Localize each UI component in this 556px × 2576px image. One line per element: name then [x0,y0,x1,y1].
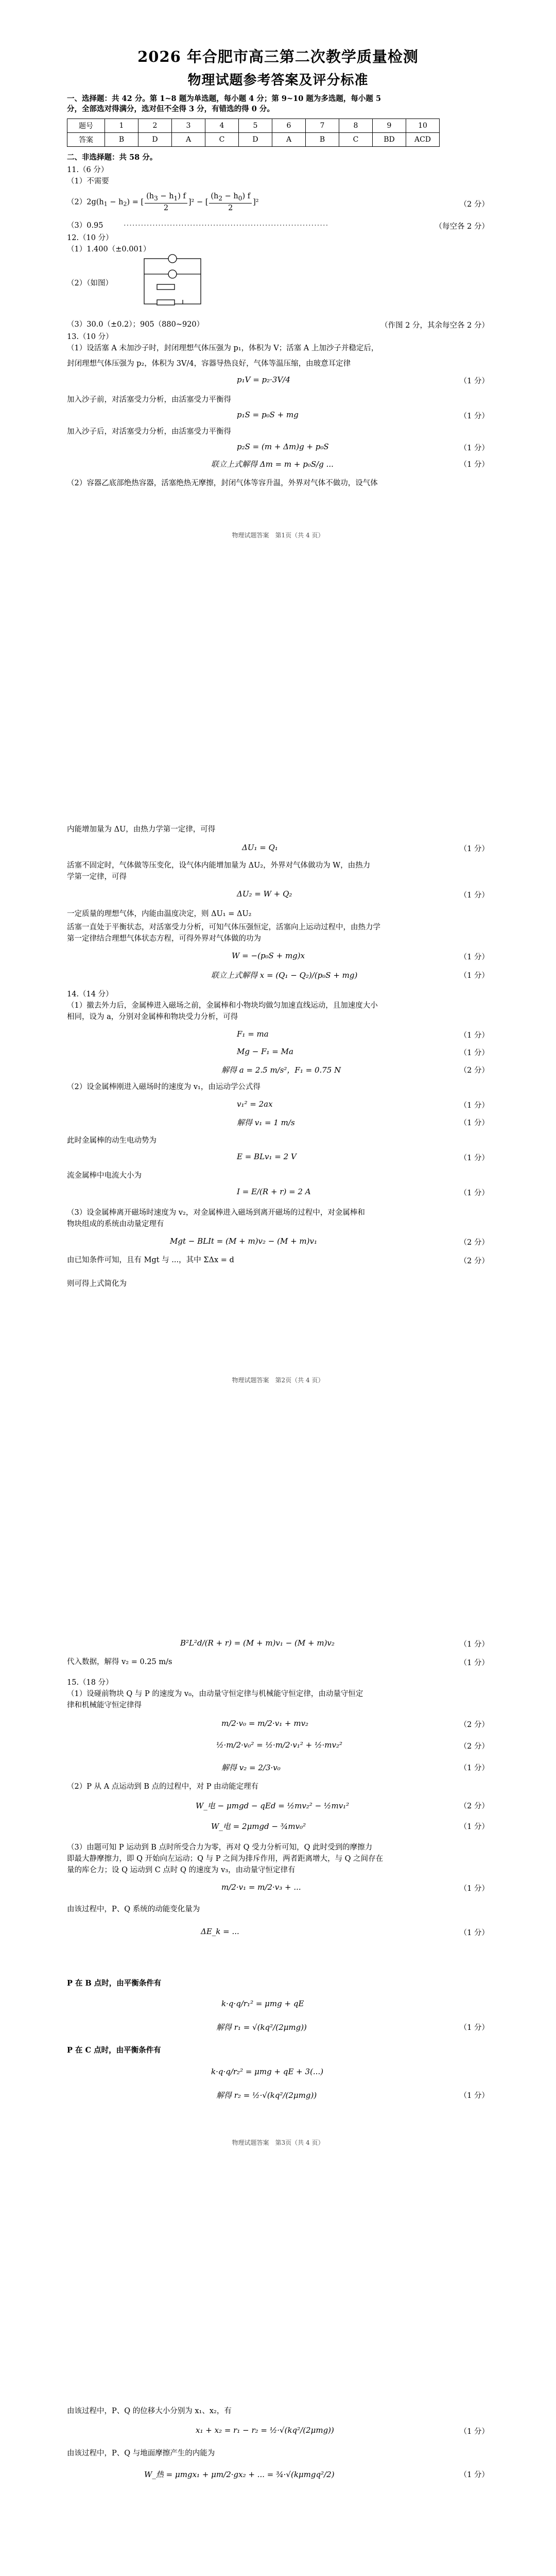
score: （1 分） [459,1101,489,1110]
equation: x₁ + x₂ = r₁ − r₂ = ½·√(kq²/(2μmg)) [196,2426,334,2435]
table-cell: D [239,133,272,147]
table-cell: 5 [239,119,272,133]
q12-part3: （3）30.0（±0.2）；905（880~920） [67,320,204,329]
equation: ΔE_k = ... [201,1927,239,1936]
q13-para: 封闭理想气体压强为 p₂，体积为 3V/4，容器导热良好，气体等温压缩，由玻意耳定律 [67,360,351,368]
equation: m/2·v₁ = m/2·v₃ + ... [221,1883,301,1892]
q15-para: （2）P 从 A 点运动到 B 点的过程中，对 P 由动能定理有 [67,1783,259,1791]
q12-title: 12.（10 分） [67,234,113,242]
q11-part2-score: （2 分） [459,200,489,209]
q13-para: 第一定律结合理想气体状态方程，可得外界对气体做的功为 [67,935,261,943]
q15-para: 量的库仑力；设 Q 运动到 C 点时 Q 的速度为 v₃，由动量守恒定律有 [67,1866,296,1874]
score: （1 分） [459,1823,489,1831]
score: （1 分） [459,2092,489,2100]
answer-table-answer-row [67,133,440,147]
page-1 [0,0,556,706]
score: （1 分） [459,953,489,961]
q14-para: 此时金属棒的动生电动势为 [67,1137,157,1145]
section1-heading-2: 分，全部选对得满分，选对但不全得 3 分，有错选的得 0 分。 [67,105,274,113]
score: （2 分） [459,1721,489,1729]
q13-title: 13.（10 分） [67,333,113,341]
score: （2 分） [459,1257,489,1265]
row-label-question: 题号 [67,119,105,133]
equation: E = BLv₁ = 2 V [237,1152,297,1161]
score: （1 分） [459,2471,489,2479]
q11-part2-label: （2）2g(h [67,198,104,207]
score: （2 分） [459,1742,489,1751]
q14-para: 相同，设为 a，分别对金属棒和物块受力分析，可得 [67,1013,238,1021]
q15-para: P 在 C 点时，由平衡条件有 [67,2046,161,2055]
table-cell: B [306,133,339,147]
score: （1 分） [459,972,489,980]
q14-para: 代入数据，解得 v₂ = 0.25 m/s [67,1658,172,1666]
answer-table-number-row [67,119,440,133]
score: （1 分） [459,1031,489,1040]
table-cell: 2 [138,119,172,133]
table-cell: 9 [373,119,406,133]
q12-part1: （1）1.400（±0.001） [67,245,151,253]
score: （1 分） [459,891,489,900]
q12-part3-note: （作图 2 分，其余每空各 2 分） [380,321,489,330]
equation: 联立上式解得 x = (Q₁ − Q₂)/(p₀S + mg) [211,971,358,980]
table-cell: 6 [272,119,306,133]
equation: I = E/(R + r) = 2 A [237,1187,311,1196]
table-cell: 10 [406,119,440,133]
score: （1 分） [459,461,489,469]
table-cell: 7 [306,119,339,133]
document-title: 2026 年合肥市高三第二次教学质量检测 [137,48,419,65]
q11-part2: $(2)2g(h_1 - h_2)$ = [ $\frac{(h_3 - h_1) f}{2}$ ]² − [ $\frac{(h_2 - h_0) f}{2}$ ]² [67,192,259,212]
score: （1 分） [459,845,489,853]
score: （2 分） [459,1239,489,1247]
score: （1 分） [459,2428,489,2436]
page-4 [0,2349,556,2576]
q13-para: 学第一定律，可得 [67,873,127,881]
equation: W = −(p₀S + mg)x [232,951,305,960]
score: （1 分） [459,1189,489,1197]
table-cell: 4 [205,119,239,133]
score: （1 分） [459,377,489,385]
rheostat-icon [157,300,175,305]
equation: p₂S = (m + Δm)g + p₀S [237,442,329,451]
q14-para: 物块组成的系统由动量定理有 [67,1220,164,1228]
equation: 解得 a = 2.5 m/s²，F₁ = 0.75 N [221,1065,341,1075]
score: （1 分） [459,1119,489,1127]
q15-para: 由该过程中，P、Q 的位移大小分别为 x₁、x₂，有 [67,2407,232,2415]
equation: m/2·v₀ = m/2·v₁ + mv₂ [221,1719,309,1728]
q15-para: （3）由题可知 P 运动到 B 点时所受合力为零，再对 Q 受力分析可知，Q 此时受到的摩擦力 [67,1843,373,1852]
page-footer: 物理试题答案 第3页（共 4 页） [232,2139,324,2146]
equation: p₁S = p₀S + mg [237,410,299,419]
q11-title: 11.（6 分） [67,166,109,174]
score: （1 分） [459,1885,489,1893]
equation: v₁² = 2ax [237,1099,273,1109]
row-label-answer: 答案 [67,133,105,147]
q14-title: 14.（14 分） [67,990,113,998]
equation: W_电 = 2μmgd − ¾mv₀² [211,1822,306,1831]
q14-para: （2）设金属棒刚进入磁场时的速度为 v₁，由运动学公式得 [67,1083,260,1091]
q11-part3: （3）0.95 [67,222,103,230]
q13-para: 内能增加量为 ΔU，由热力学第一定律，可得 [67,825,216,834]
q15-para: 由该过程中，P、Q 系统的动能变化量为 [67,1905,200,1913]
score: （1 分） [459,1154,489,1162]
equation: ½·m/2·v₀² = ½·m/2·v₁² + ½·mv₂² [216,1740,343,1750]
circuit-loop [144,259,201,304]
q13-para: 加入沙子前，对活塞受力分析，由活塞受力平衡得 [67,396,231,404]
equation: ΔU₁ = Q₁ [242,843,278,852]
q13-para: 一定质量的理想气体，内能由温度决定，则 ΔU₁ = ΔU₂ [67,910,252,918]
score: （1 分） [459,2024,489,2032]
q11-part1: （1）不需要 [67,177,109,185]
q14-para: （1）撤去外力后，金属棒进入磁场之前，金属棒和小物块均做匀加速直线运动，且加速度大小 [67,1002,378,1010]
q15-para: 即最大静摩擦力，即 Q 开始向左运动；Q 与 P 之间为排斥作用，两者距离增大，与 Q 之间存在 [67,1855,384,1863]
equation: Mg − F₁ = Ma [237,1047,293,1056]
score: （1 分） [459,412,489,420]
resistor-icon [157,284,175,290]
equation: p₁V = p₂·3V/4 [237,375,290,384]
page-footer: 物理试题答案 第1页（共 4 页） [232,532,324,539]
document-subtitle: 物理试题参考答案及评分标准 [187,73,369,88]
q15-para: （1）设碰前物块 Q 与 P 的速度为 v₀，由动量守恒定律与机械能守恒定律，由动量守恒定 [67,1690,363,1698]
table-cell: C [339,133,373,147]
equation: 联立上式解得 Δm = m + p₀S/g ... [211,460,334,469]
section2-heading: 二、非选择题：共 58 分。 [67,153,158,162]
score: （1 分） [459,444,489,452]
voltmeter-icon [168,270,177,278]
score: （2 分） [459,1066,489,1075]
q14-para: 流金属棒中电流大小为 [67,1172,142,1180]
q13-para: 活塞不固定时，气体做等压变化，设气体内能增加量为 ΔU₂，外界对气体做功为 W，由热力 [67,861,371,870]
table-cell: C [205,133,239,147]
q15-para: 由该过程中，P、Q 与地面摩擦产生的内能为 [67,2449,215,2458]
score: （1 分） [459,1929,489,1937]
page-footer: 物理试题答案 第2页（共 4 页） [232,1377,324,1384]
equation: 解得 r₂ = ½·√(kq²/(2μmg)) [216,2091,317,2100]
page-2 [0,783,556,1556]
q15-title: 15.（18 分） [67,1679,113,1687]
page-3 [0,1566,556,2370]
equation: B²L²d/(R + r) = (M + m)v₁ − (M + m)v₂ [180,1638,335,1648]
table-cell: ACD [406,133,440,147]
table-cell: A [272,133,306,147]
ammeter-icon [168,255,177,263]
score: （1 分） [459,1640,489,1649]
circuit-diagram [134,252,211,314]
table-cell: 3 [172,119,205,133]
leader-dots: ······································································· [124,222,329,230]
section1-heading: 一、选择题：共 42 分。第 1~8 题为单选题，每小题 4 分；第 9~10 题为多选题，每小题 5 [67,94,381,103]
equation: ΔU₂ = W + Q₂ [237,889,292,899]
equation: F₁ = ma [237,1029,269,1039]
equation: 解得 v₂ = 2/3·v₀ [221,1763,281,1772]
table-cell: A [172,133,205,147]
equation: k·q·q/r₁² = μmg + qE [221,1999,304,2008]
answer-table [67,118,440,147]
table-cell: D [138,133,172,147]
equation: 解得 r₁ = √(kq²/(2μmg)) [216,2023,307,2032]
q13-para: 活塞一直处于平衡状态，对活塞受力分析，可知气体压强恒定，活塞向上运动过程中，由热力学 [67,923,380,931]
q12-part2: （2）（如图） [67,279,113,287]
q14-para: 则可得上式简化为 [67,1280,127,1288]
q13-para: （1）设活塞 A 未加沙子时，封闭理想气体压强为 p₁，体积为 V；活塞 A 上加沙子并稳定后， [67,344,379,352]
q11-part3-note: （每空各 2 分） [435,223,489,231]
q14-para: 由已知条件可知，且有 Mgt 与 ...，其中 ΣΔx = d [67,1256,234,1264]
equation: k·q·q/r₂² = μmg + qE + 3(...) [211,2067,324,2076]
score: （1 分） [459,1764,489,1772]
q14-para: （3）设金属棒离开磁场时速度为 v₂，对金属棒进入磁场到离开磁场的过程中，对金属棒和 [67,1209,365,1217]
score: （1 分） [459,1049,489,1057]
equation: 解得 v₁ = 1 m/s [237,1118,295,1127]
q15-para: P 在 B 点时，由平衡条件有 [67,1979,162,1988]
score: （2 分） [459,1802,489,1810]
equation: Mgt − BLIt = (M + m)v₂ − (M + m)v₁ [170,1236,317,1246]
table-cell: 1 [105,119,138,133]
q13-para: 加入沙子后，对活塞受力分析，由活塞受力平衡得 [67,428,231,436]
q15-para: 律和机械能守恒定律得 [67,1701,142,1709]
equation: W_电 − μmgd − qEd = ½mv₂² − ½mv₁² [196,1801,350,1810]
table-cell: B [105,133,138,147]
table-cell: BD [373,133,406,147]
q13-para: （2）容器乙底部绝热容器，活塞绝热无摩擦，封闭气体等容升温，外界对气体不做功，设气体 [67,479,378,487]
equation: W_热 = μmgx₁ + μm/2·gx₂ + ... = ¾·√(kμmgq²/2) [144,2470,335,2479]
score: （1 分） [459,1659,489,1667]
table-cell: 8 [339,119,373,133]
